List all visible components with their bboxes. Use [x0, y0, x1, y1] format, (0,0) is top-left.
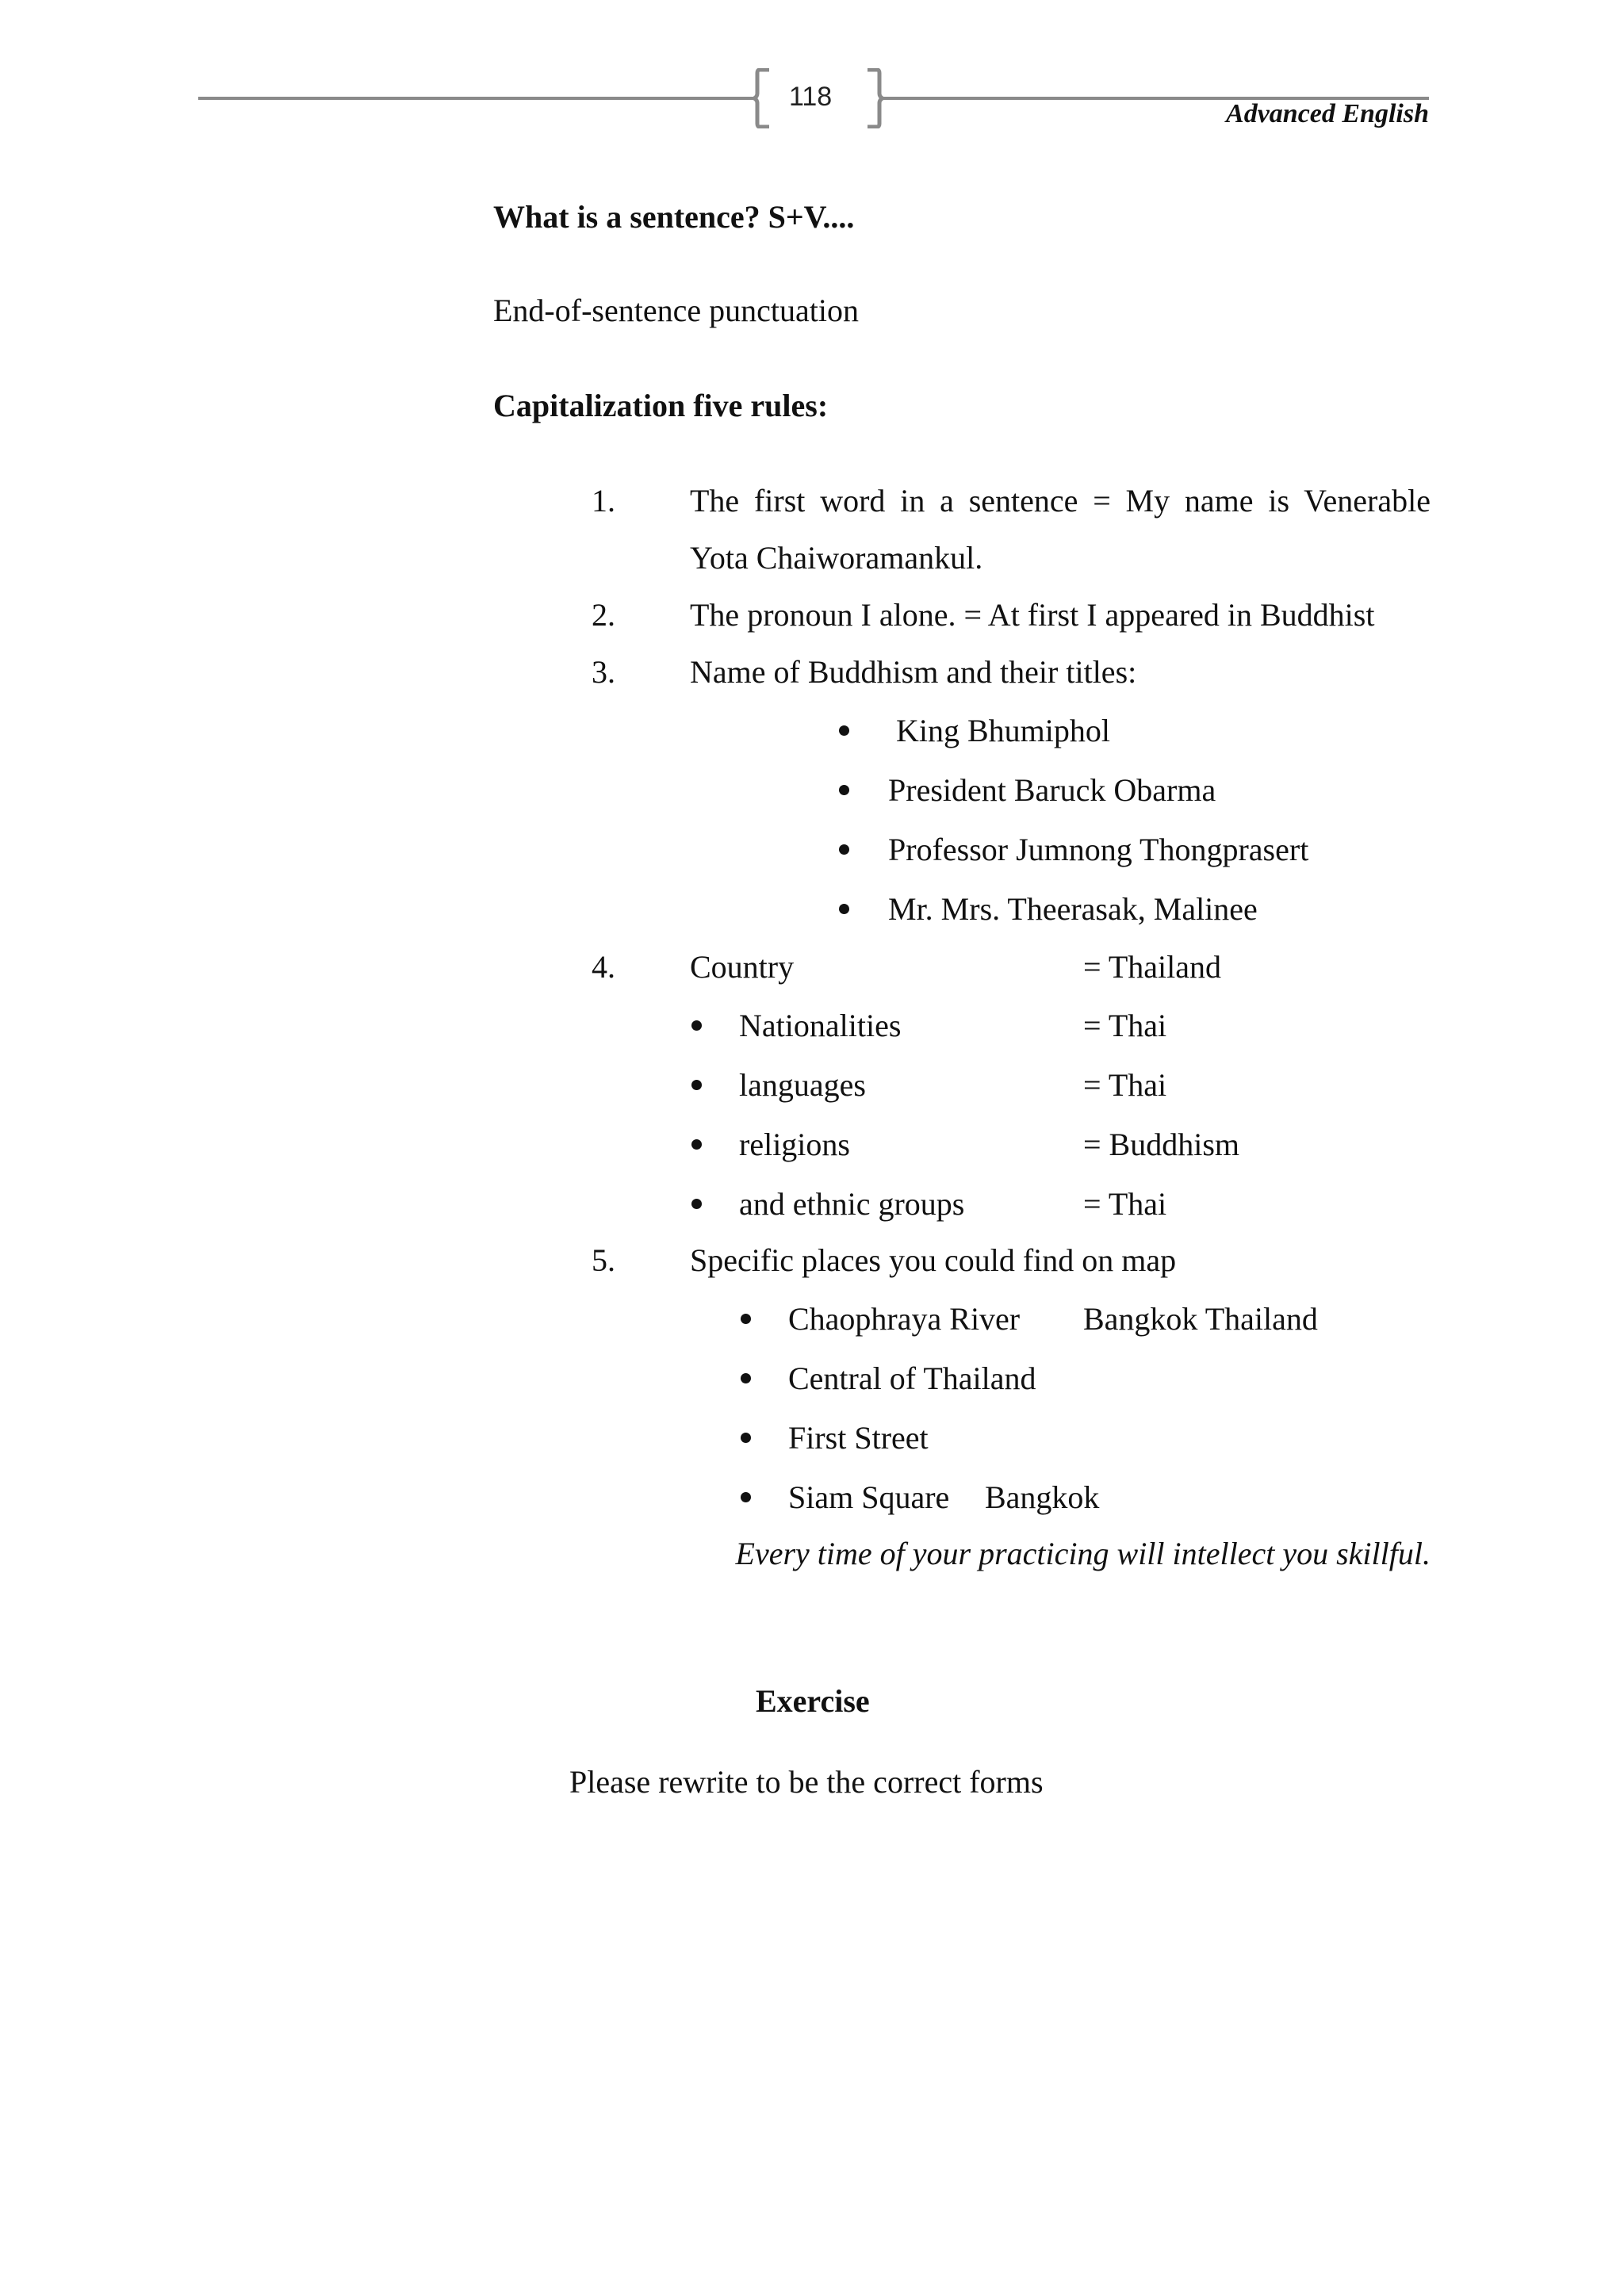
list-item-label: languages [739, 1067, 866, 1103]
list-item: King Bhumiphol [888, 713, 1111, 748]
running-title: Advanced English [1226, 99, 1429, 128]
exercise-instruction: Please rewrite to be the correct forms [569, 1764, 1044, 1800]
bullet-icon [691, 1020, 702, 1031]
rule-number: 4. [592, 949, 615, 985]
list-item-place: Siam Square [788, 1479, 950, 1515]
bullet-icon [691, 1080, 702, 1090]
list-item-value: = Buddhism [1083, 1127, 1240, 1162]
list-item: President Baruck Obarma [888, 772, 1216, 808]
list-item-label: and ethnic groups [739, 1186, 965, 1222]
list-item-value: = Thai [1083, 1186, 1167, 1222]
bullet-icon [741, 1433, 751, 1443]
rule-number: 5. [592, 1242, 615, 1278]
heading-capitalization: Capitalization five rules: [493, 388, 829, 423]
rule-5-text: Specific places you could find on map [690, 1242, 1177, 1278]
bullet-icon [741, 1492, 751, 1502]
list-item: Professor Jumnong Thongprasert [888, 832, 1309, 867]
list-item-place: Central of Thailand [788, 1360, 1036, 1396]
heading-punctuation: End-of-sentence punctuation [493, 293, 859, 328]
rule-number: 1. [592, 483, 615, 519]
rule-2-text: The pronoun I alone. = At first I appeared in Buddhist [690, 597, 1375, 633]
heading-sentence: What is a sentence? S+V.... [493, 199, 855, 235]
list-item-label: Nationalities [739, 1008, 902, 1043]
list-item-value: = Thai [1083, 1008, 1167, 1043]
bullet-icon [839, 725, 849, 736]
rule-number: 3. [592, 654, 615, 690]
rule-1-line-2: Yota Chaiworamankul. [690, 540, 983, 576]
list-item-city: Bangkok Thailand [1083, 1301, 1318, 1337]
bullet-icon [741, 1314, 751, 1324]
rule-1-line-1: The first word in a sentence = My name is Venerable [690, 483, 1431, 519]
motto: Every time of your practicing will intellect you skillful. [735, 1536, 1431, 1571]
list-item-place: First Street [788, 1420, 929, 1456]
left-bracket-icon [753, 68, 772, 128]
bullet-icon [839, 904, 849, 914]
page-number: 118 [789, 82, 833, 112]
bullet-icon [691, 1139, 702, 1150]
rule-4-label: Country [690, 949, 795, 985]
rule-number: 2. [592, 597, 615, 633]
list-item-place: Chaophraya River [788, 1301, 1021, 1337]
exercise-title: Exercise [756, 1683, 870, 1719]
bullet-icon [741, 1373, 751, 1383]
bullet-icon [691, 1199, 702, 1209]
list-item-city: Bangkok [985, 1479, 1100, 1515]
list-item-label: religions [739, 1127, 850, 1162]
bullet-icon [839, 844, 849, 855]
list-item-value: = Thai [1083, 1067, 1167, 1103]
right-bracket-icon [864, 68, 883, 128]
header-rule-left [198, 97, 753, 100]
bullet-icon [839, 785, 849, 795]
rule-4-value: = Thailand [1083, 949, 1222, 985]
rule-3-text: Name of Buddhism and their titles: [690, 654, 1137, 690]
list-item: Mr. Mrs. Theerasak, Malinee [888, 891, 1258, 927]
